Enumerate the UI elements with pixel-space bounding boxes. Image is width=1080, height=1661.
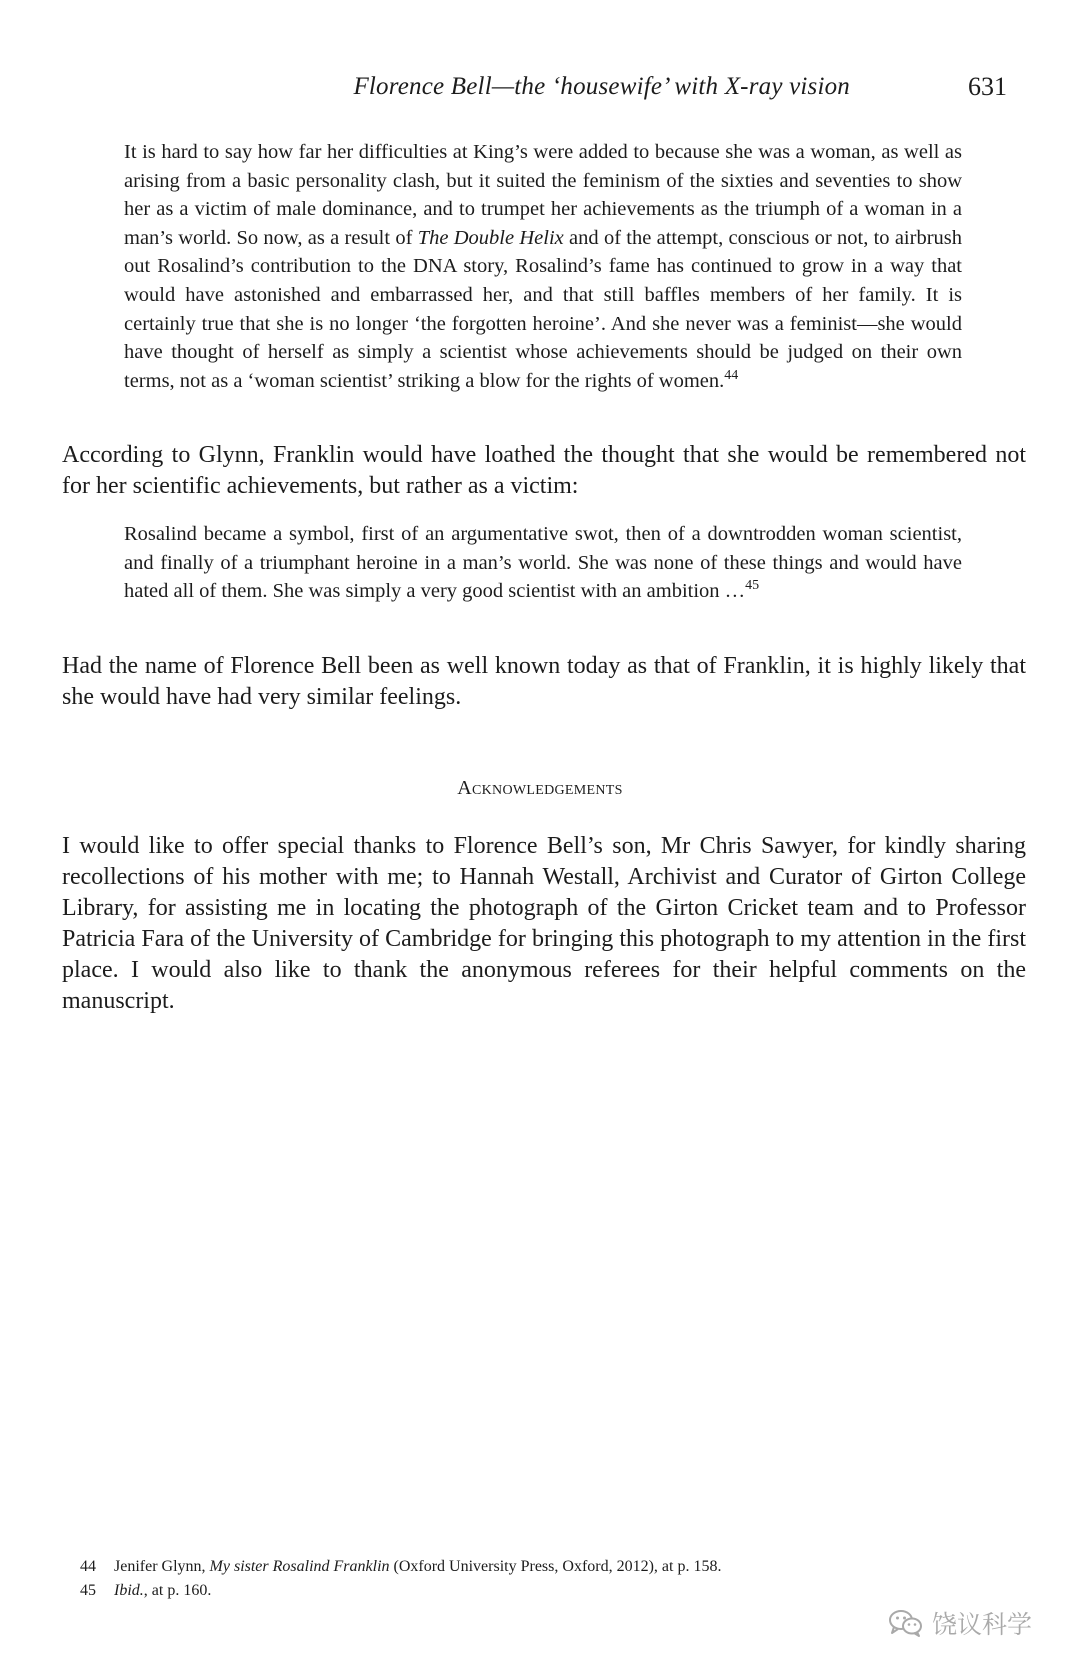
footnote-number: 44 (80, 1558, 96, 1575)
footnote-rest: (Oxford University Press, Oxford, 2012), at p. 158. (389, 1558, 722, 1575)
footnote-44 (80, 1555, 980, 1579)
footnote-45 (80, 1579, 980, 1603)
block-quote-symbol (124, 520, 962, 606)
watermark (888, 1603, 1032, 1643)
quote-text: Rosalind became a symbol, first of an argumentative swot, then of a downtrodden woman scientist, and finally of a triumphant heroine in a man’s world. She was none of these things and would have hated all of them. She was simply a very good scientist with an ambition … (124, 523, 962, 603)
footnote-number: 45 (80, 1582, 96, 1599)
footnote-ref-45[interactable]: 45 (745, 578, 760, 594)
wechat-icon (888, 1608, 924, 1638)
watermark-text: 饶议科学 (932, 1610, 1033, 1639)
footnotes (80, 1555, 980, 1603)
book-title: The Double Helix (417, 226, 564, 249)
paragraph-glynn: According to Glynn, Franklin would have loathed the thought that she would be remembered not for her scientific achievements, but rather as a victim: (62, 442, 1026, 499)
quote-text-part: and of the attempt, conscious or not, to airbrush out Rosalind’s contribution to the DNA story, Rosalind’s fame has continued to grow in a way that would have astonished and embarrassed her, and that still baffles members of her family. It is certainly true that she is no longer ‘the forgotten heroine’. And she never was a feminist—she would have thought of herself as simply a scientist whose achievements should be judged on their own terms, not as a ‘woman scientist’ striking a blow for the rights of women. (124, 226, 962, 392)
page-number: 631 (968, 72, 1007, 101)
acknowledgements-heading: Acknowledgements (457, 777, 623, 799)
running-title: Florence Bell—the ‘housewife’ with X-ray vision (353, 73, 850, 100)
block-quote-franklin-fame (124, 138, 962, 395)
footnote-ref-44[interactable]: 44 (724, 367, 739, 383)
paragraph-florence-bell: Had the name of Florence Bell been as well known today as that of Franklin, it is highly likely that she would have had very similar feelings. (62, 653, 1026, 710)
footnote-rest: , at p. 160. (143, 1582, 212, 1599)
acknowledgements-text: I would like to offer special thanks to Florence Bell’s son, Mr Chris Sawyer, for kindly sharing recollections of his mother with me; to Hannah Westall, Archivist and Curator of Girton College Library, for assisting me in locating the photograph of the Girton Cricket team and to Professor Patricia Fara of the University of Cambridge for bringing this photograph to my attention in the first place. I would also like to thank the anonymous referees for their helpful comments on the manuscript. (62, 833, 1026, 1014)
footnote-author: Jenifer Glynn, (114, 1558, 210, 1575)
footnote-title: My sister Rosalind Franklin (209, 1558, 390, 1575)
quote-text-part: It is hard to say how far her difficulties at King’s were added to because she was a woman, as well as arising from a basic personality clash, but it suited the feminism of the sixties and seventies to show her as a victim of male dominance, and to trumpet her achievements as the triumph of a woman in a man’s world. So now, as a result of (124, 141, 962, 249)
footnote-title: Ibid. (114, 1582, 144, 1599)
